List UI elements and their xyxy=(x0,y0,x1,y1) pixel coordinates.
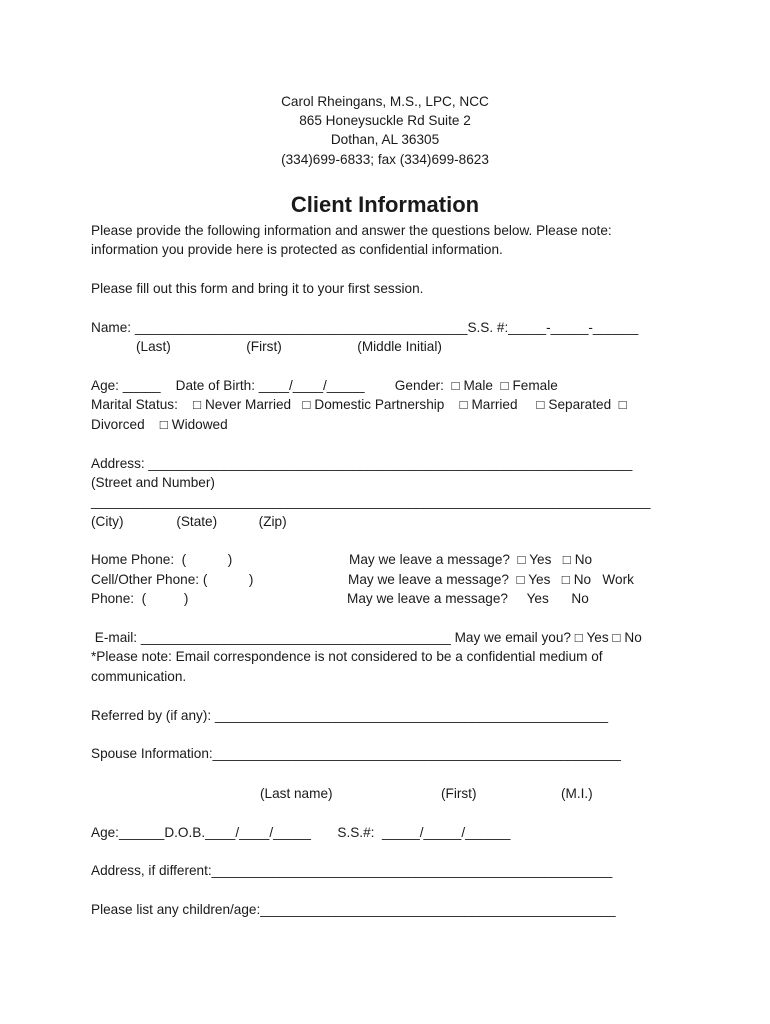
marital-status-field[interactable]: Marital Status: □ Never Married □ Domestic Partnership □ Married □ Separated □ xyxy=(91,397,627,412)
practitioner-street: 865 Honeysuckle Rd Suite 2 xyxy=(299,113,471,128)
spouse-address-field[interactable]: Address, if different:_____________________________________________________ xyxy=(91,863,613,878)
intro-line-2: information you provide here is protected as confidential information. xyxy=(91,242,503,257)
spouse-last-name-label: (Last name) xyxy=(260,786,333,801)
spouse-mi-label: (M.I.) xyxy=(561,786,593,801)
address-sublabel: (Street and Number) xyxy=(91,475,215,490)
practitioner-city: Dothan, AL 36305 xyxy=(330,132,440,147)
email-note-2: communication. xyxy=(91,669,187,684)
practitioner-name: Carol Rheingans, M.S., LPC, NCC xyxy=(281,94,489,109)
spouse-info-field[interactable]: Spouse Information:______________________________________________________ xyxy=(91,746,621,761)
cell-phone-field[interactable]: Cell/Other Phone: ( ) xyxy=(91,572,254,587)
name-field[interactable]: Name: ____________________________________________S.S. #:_____-_____-______ xyxy=(91,320,639,335)
marital-status-field-cont[interactable]: Divorced □ Widowed xyxy=(91,417,228,432)
intro-line-1: Please provide the following information and answer the questions below. Please note: xyxy=(91,223,612,238)
age-dob-gender-field[interactable]: Age: _____ Date of Birth: ____/____/_____ Gender: □ Male □ Female xyxy=(91,378,558,393)
intro-line-3: Please fill out this form and bring it to your first session. xyxy=(91,281,424,296)
form-title: Client Information xyxy=(290,192,480,217)
work-phone-field[interactable]: Phone: ( ) xyxy=(91,591,189,606)
spouse-first-name-label: (First) xyxy=(441,786,477,801)
email-field[interactable]: E-mail: _________________________________________ May we email you? □ Yes □ No xyxy=(91,630,642,645)
spouse-age-dob-ss-field[interactable]: Age:______D.O.B.____/____/_____ S.S.#: _____/_____/______ xyxy=(91,825,511,840)
work-phone-message-option[interactable]: May we leave a message? Yes No xyxy=(347,591,589,606)
address-field[interactable]: Address: ________________________________________________________________ xyxy=(91,456,633,471)
practitioner-phone: (334)699-6833; fax (334)699-8623 xyxy=(281,152,489,167)
home-phone-message-option[interactable]: May we leave a message? □ Yes □ No xyxy=(349,552,593,567)
address-sublabel-2: (City) (State) (Zip) xyxy=(91,514,287,529)
address-field-2[interactable]: __________________________________________________________________________ xyxy=(91,494,651,509)
name-sublabels: (Last) (First) (Middle Initial) xyxy=(136,339,442,354)
email-note-1: *Please note: Email correspondence is not considered to be a confidential medium of xyxy=(91,649,603,664)
referred-by-field[interactable]: Referred by (if any): ____________________________________________________ xyxy=(91,708,609,723)
home-phone-field[interactable]: Home Phone: ( ) xyxy=(91,552,233,567)
children-field[interactable]: Please list any children/age:_______________________________________________ xyxy=(91,902,616,917)
cell-phone-message-option[interactable]: May we leave a message? □ Yes □ No Work xyxy=(348,572,634,587)
